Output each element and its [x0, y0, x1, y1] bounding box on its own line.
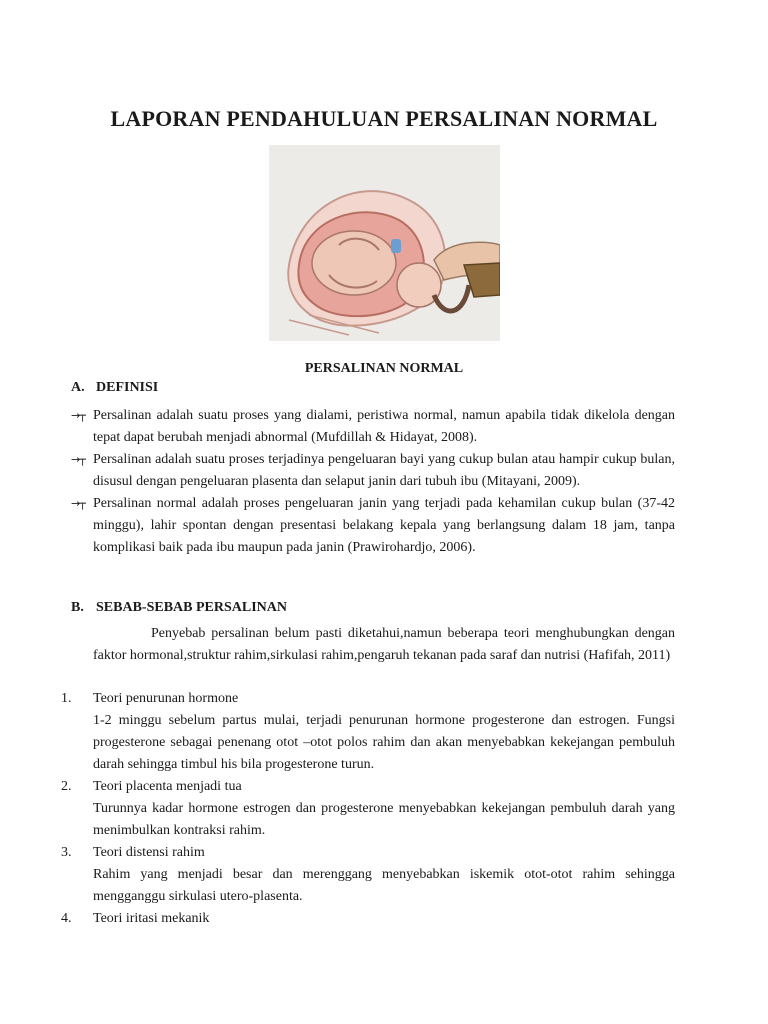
bullet-text: Persalinan adalah suatu proses terjadinya pengeluaran bayi yang cukup bulan atau hampir cukup bulan, disusul dengan pengeluaran plasenta dan selaput janin dari tubuh ibu (Mitayani, 2009).	[93, 452, 675, 489]
section-a-heading	[71, 380, 158, 396]
theory-title: Teori distensi rahim	[93, 845, 205, 860]
bullet-arrow-icon: →┬	[71, 453, 85, 466]
bullet-arrow-icon: →┬	[71, 409, 85, 422]
list-item	[61, 776, 675, 842]
list-item	[61, 842, 675, 908]
list-item	[61, 688, 675, 776]
section-b-title: SEBAB-SEBAB PERSALINAN	[96, 600, 287, 615]
section-b-intro: Penyebab persalinan belum pasti diketahui,namun beberapa teori menghubungkan dengan faktor hormonal,struktur rahim,sirkulasi rahim,pengaruh tekanan pada saraf dan nutrisi (Hafifah, 2011)	[93, 626, 675, 663]
theory-title: Teori placenta menjadi tua	[93, 779, 242, 794]
section-a-number: A.	[71, 380, 85, 395]
list-item	[71, 493, 675, 559]
page-title: LAPORAN PENDAHULUAN PERSALINAN NORMAL	[110, 106, 658, 131]
list-item	[61, 908, 675, 930]
theory-list	[61, 688, 675, 930]
definition-list	[71, 405, 675, 559]
childbirth-illustration-icon	[269, 145, 500, 341]
section-subtitle: PERSALINAN NORMAL	[304, 361, 464, 376]
bullet-arrow-icon: →┬	[71, 497, 85, 510]
section-b-heading	[71, 600, 287, 616]
theory-number: 4.	[61, 911, 72, 926]
list-item	[71, 449, 675, 493]
section-a-title: DEFINISI	[96, 380, 159, 395]
theory-title: Teori iritasi mekanik	[93, 911, 210, 926]
bullet-text: Persalinan normal adalah proses pengeluaran janin yang terjadi pada kehamilan cukup bulan (37-42 minggu), lahir spontan dengan presentasi belakang kepala yang berlangsung dalam 18 jam, tanpa komplikasi baik pada ibu maupun pada janin (Prawirohardjo, 2006).	[93, 496, 675, 555]
theory-title: Teori penurunan hormone	[93, 691, 239, 706]
theory-number: 3.	[61, 845, 72, 860]
theory-description: 1-2 minggu sebelum partus mulai, terjadi penurunan hormone progesterone dan estrogen. Fungsi progesterone sebagai penenang otot –otot polos rahim dan akan menyebabkan kekejangan pembuluh darah sehingga timbul his bila progesterone turun.	[93, 713, 675, 772]
theory-number: 1.	[61, 691, 72, 706]
theory-number: 2.	[61, 779, 72, 794]
list-item	[71, 405, 675, 449]
theory-description: Rahim yang menjadi besar dan merenggang menyebabkan iskemik otot-otot rahim sehingga mengganggu sirkulasi utero-plasenta.	[93, 867, 675, 904]
section-b-number: B.	[71, 600, 84, 615]
bullet-text: Persalinan adalah suatu proses yang dialami, peristiwa normal, namun apabila tidak dikelola dengan tepat dapat berubah menjadi abnormal (Mufdillah & Hidayat, 2008).	[93, 408, 675, 445]
theory-description: Turunnya kadar hormone estrogen dan progesterone menyebabkan kekejangan pembuluh darah yang menimbulkan kontraksi rahim.	[93, 801, 675, 838]
